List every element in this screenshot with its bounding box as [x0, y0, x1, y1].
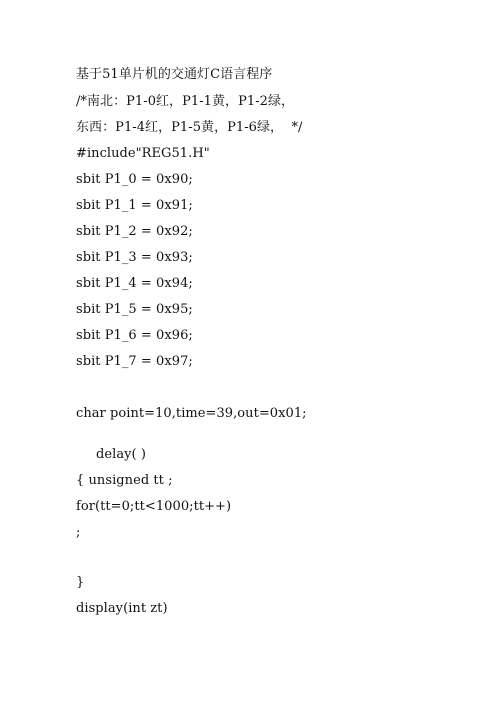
- display-function-line: display(int zt): [76, 601, 168, 616]
- document-title: 基于51单片机的交通灯C语言程序: [76, 67, 273, 82]
- sbit-line-p1-4: sbit P1_4 = 0x94;: [76, 276, 193, 291]
- char-declaration-line: char point=10,time=39,out=0x01;: [76, 406, 307, 421]
- sbit-line-p1-3: sbit P1_3 = 0x93;: [76, 250, 193, 265]
- unsigned-line: { unsigned tt ;: [76, 473, 173, 488]
- comment-line-1: /*南北：P1-0红，P1-1黄，P1-2绿，: [76, 94, 295, 109]
- semicolon-line: ;: [76, 525, 81, 540]
- closing-brace-line: }: [76, 575, 85, 590]
- sbit-line-p1-2: sbit P1_2 = 0x92;: [76, 224, 193, 239]
- include-line: #include"REG51.H": [76, 146, 210, 161]
- sbit-line-p1-5: sbit P1_5 = 0x95;: [76, 302, 193, 317]
- sbit-line-p1-1: sbit P1_1 = 0x91;: [76, 198, 193, 213]
- delay-function-line: delay( ): [96, 447, 146, 462]
- comment-line-2: 东西：P1-4红，P1-5黄，P1-6绿， */: [76, 120, 303, 135]
- for-loop-line: for(tt=0;tt<1000;tt++): [76, 499, 232, 514]
- sbit-line-p1-6: sbit P1_6 = 0x96;: [76, 328, 193, 343]
- sbit-line-p1-7: sbit P1_7 = 0x97;: [76, 354, 193, 369]
- sbit-line-p1-0: sbit P1_0 = 0x90;: [76, 172, 193, 187]
